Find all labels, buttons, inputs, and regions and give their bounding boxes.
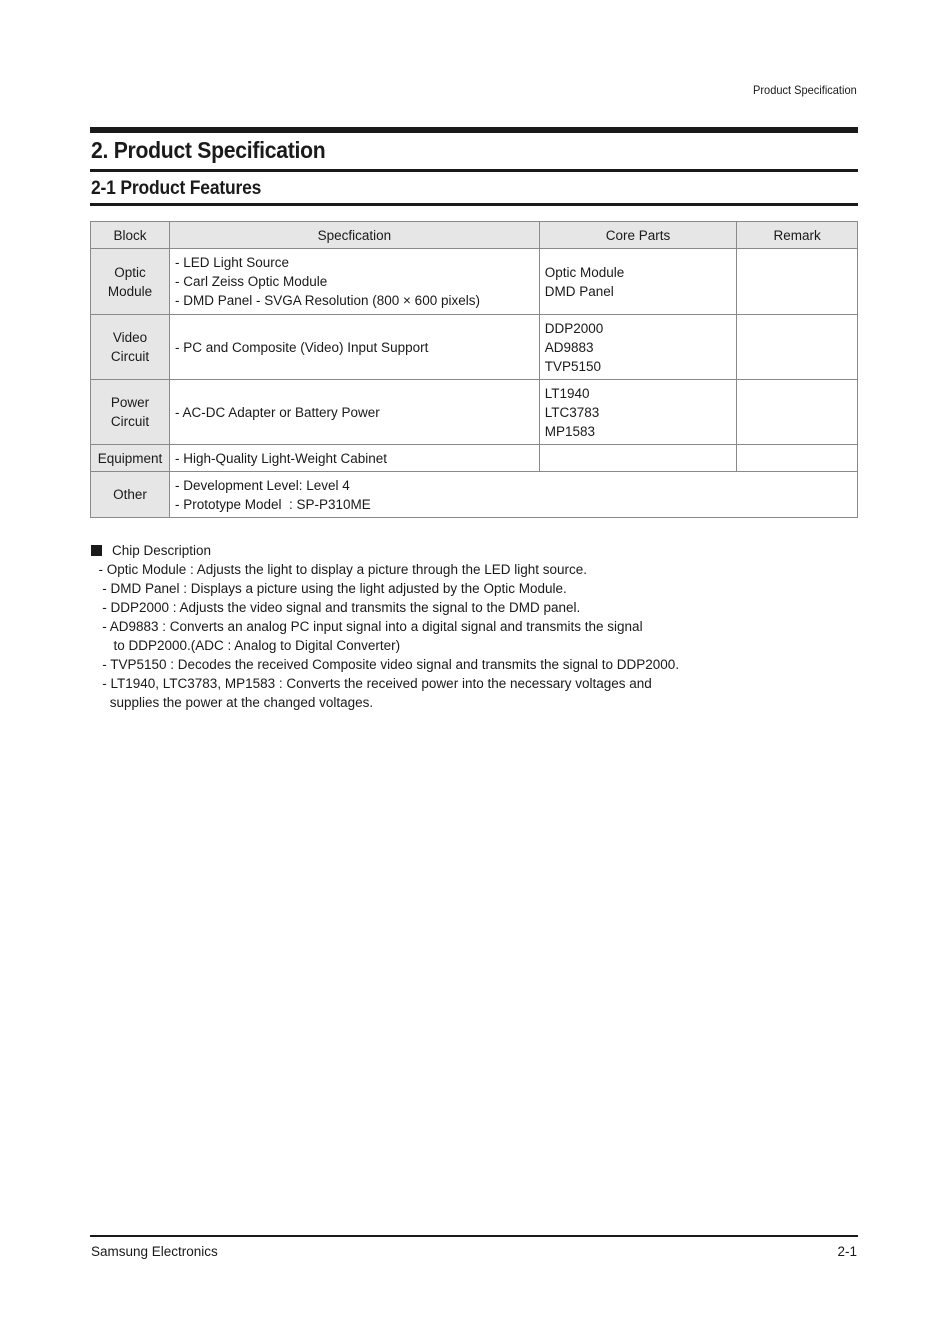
chip-description-line: - Optic Module : Adjusts the light to display a picture through the LED light source.: [91, 562, 588, 577]
header-specification: Specfication: [169, 222, 539, 249]
block-text: Optic: [114, 264, 146, 280]
section-rule: [90, 169, 858, 172]
chip-description-line: to DDP2000.(ADC : Analog to Digital Converter): [91, 638, 401, 653]
block-text: Circuit: [110, 349, 150, 364]
chip-description-heading: Chip Description: [112, 543, 212, 558]
block-cell: [91, 249, 170, 315]
block-text: Other: [113, 487, 147, 502]
spec-cell: [169, 445, 539, 472]
core-part: TVP5150: [544, 358, 602, 374]
spec-cell: [169, 249, 539, 315]
remark-cell: [737, 445, 858, 472]
spec-text: - Carl Zeiss Optic Module: [174, 274, 328, 289]
core-part: AD9883: [544, 339, 594, 355]
core-part: LTC3783: [544, 404, 600, 420]
core-part: Optic Module: [544, 264, 625, 280]
footer-rule: [90, 1235, 858, 1237]
header-remark: Remark: [737, 222, 858, 249]
table-row-other: [91, 472, 858, 518]
subsection-rule: [90, 203, 858, 206]
block-text: Circuit: [110, 414, 150, 429]
table-row-power-circuit: [91, 380, 858, 445]
table-header-row: [91, 222, 858, 249]
chip-description-line: - AD9883 : Converts an analog PC input signal into a digital signal and transmits the signal: [91, 619, 643, 634]
square-bullet-icon: [91, 545, 102, 556]
spec-text: - AC-DC Adapter or Battery Power: [174, 404, 380, 420]
block-cell: [91, 445, 170, 472]
block-cell: [91, 380, 170, 445]
table-row-optic-module: [91, 249, 858, 315]
spec-text: - PC and Composite (Video) Input Support: [174, 339, 429, 355]
section-title: 2. Product Specification: [91, 137, 326, 163]
block-text: Equipment: [97, 450, 163, 466]
core-parts-cell: [539, 380, 737, 445]
footer-company: Samsung Electronics: [91, 1244, 218, 1259]
spec-text: - Prototype Model : SP-P310ME: [174, 496, 371, 512]
spec-cell: [169, 380, 539, 445]
subsection-title: 2-1 Product Features: [91, 178, 262, 199]
spec-text: - LED Light Source: [174, 255, 290, 270]
block-cell: [91, 315, 170, 380]
core-part: LT1940: [544, 385, 590, 401]
core-part: DDP2000: [544, 320, 604, 336]
header-block: Block: [91, 222, 170, 249]
core-part: MP1583: [544, 423, 596, 439]
remark-cell: [737, 315, 858, 380]
table-row-equipment: [91, 445, 858, 472]
top-rule: [90, 127, 858, 133]
header-core-parts: Core Parts: [539, 222, 737, 249]
block-text: Module: [107, 283, 153, 299]
core-part: DMD Panel: [544, 283, 614, 299]
chip-description-line: - LT1940, LTC3783, MP1583 : Converts the received power into the necessary voltages and: [91, 676, 652, 691]
chip-description-line: - DMD Panel : Displays a picture using the light adjusted by the Optic Module.: [91, 581, 567, 596]
chip-description-line: - DDP2000 : Adjusts the video signal and transmits the signal to the DMD panel.: [91, 600, 581, 615]
chip-description: [91, 541, 811, 712]
footer-page-number: 2-1: [837, 1244, 857, 1259]
core-parts-cell: [539, 249, 737, 315]
remark-cell: [737, 249, 858, 315]
spec-text: - DMD Panel - SVGA Resolution (800 × 600 pixels): [174, 293, 480, 308]
chip-description-line: supplies the power at the changed voltages.: [91, 695, 374, 710]
spec-cell: [169, 472, 857, 518]
spec-cell: [169, 315, 539, 380]
block-text: Video: [112, 330, 148, 345]
core-parts-cell: [539, 445, 737, 472]
running-header: Product Specification: [753, 83, 857, 97]
product-features-table: [90, 221, 858, 518]
block-cell: [91, 472, 170, 518]
chip-description-heading-row: [91, 541, 811, 560]
remark-cell: [737, 380, 858, 445]
spec-text: - High-Quality Light-Weight Cabinet: [174, 450, 388, 466]
spec-text: - Development Level: Level 4: [174, 477, 350, 493]
block-text: Power: [110, 395, 150, 410]
table-row-video-circuit: [91, 315, 858, 380]
chip-description-line: - TVP5150 : Decodes the received Composite video signal and transmits the signal to DDP2000.: [91, 657, 680, 672]
core-parts-cell: [539, 315, 737, 380]
